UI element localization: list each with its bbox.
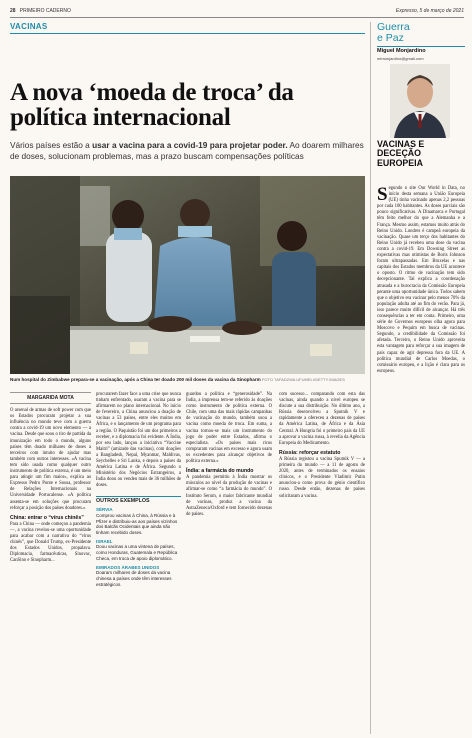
drop-cap: S: [377, 184, 388, 205]
column-text: A pandemia permitiu à Índia mostrar os músculos ao nível da produção de vacinas e afirmar-se como “a farmácia do mundo”. O Instituto Serum, o maior fabricante mundial de vacinas, produz a vacina da AstraZeneca/Oxford e tem fornecido dezenas de países.: [186, 475, 272, 517]
photo-credit: FOTO TAFADZWA UFUMELI/GETTY IMAGES: [261, 377, 345, 382]
column-subtitle: Índia: a farmácia do mundo: [186, 468, 254, 475]
sidebar-rule: [377, 46, 465, 47]
article-column-2: [96, 392, 181, 587]
section-name: PRIMEIRO CADERNO: [19, 8, 71, 14]
article-photo: [10, 176, 365, 374]
sidebar-divider: [370, 22, 371, 734]
byline: MARGARIDA MOTA: [10, 392, 91, 404]
column-subtitle: Rússia: reforçar estatuto: [279, 449, 341, 456]
section-rule: [10, 33, 365, 34]
column-text: A Rússia registou a vacina Sputnik V — a primeira do mundo — a 11 de agosto de 2020, antes de terminados os ensaios clínicos, e o Presidente Vladimir Putin anunciou-a como prova do génio científico russo. Desde então, dezenas de países solicitaram a vacina.: [279, 456, 365, 499]
headline: A nova ‘moeda de troca’ da política internacional: [10, 79, 294, 131]
box-title: OUTROS EXEMPLOS: [96, 496, 181, 505]
box-text: Doaram milhares de doses da vacina chinesa a países onde têm interesses estratégicos.: [96, 570, 172, 587]
article-column-4: [279, 392, 365, 500]
box-text: Comprou vacinas à China, à Rússia e à Pfizer e distribuiu-as aos países vizinhos dos Balcãs Ocidentais que ainda não tinham recebido doses.: [96, 512, 178, 536]
column-text: procurarem fazer face a uma crise que nunca tinham enfrentado, usaram a vacina para se afirmarem no plano internacional. No início de fevereiro, a China anunciou a doação de vacinas a 53 países, entre eles muitos em África, e o lançamento de um programa para a região. O Paquistão foi um dos primeiros a receber, e a diplomacia foi evidente. A Índia, por seu lado, lançou a iniciativa “Vaccine Maitri” (amizade das vacinas), com doações a Bangladesh, Nepal, Myanmar, Maldivas, Seychelles e Sri Lanka, e depois a países da América Latina e de África. Segundo o Ministério dos Negócios Estrangeiros, a Índia doou ou vendeu mais de 36 milhões de doses.: [96, 392, 181, 489]
other-examples-box: [96, 496, 181, 588]
column-text: Para a China — onde começou a pandemia —, a vacina revelou-se uma oportunidade para acabar com a narrativa do “vírus chinês”, que Donald Trump, ex-Presidente dos Estados Unidos, propalava. Diplomacia, farmacêuticas, Sinovac, CanSino e Sinopharm...: [10, 521, 91, 564]
subheadline: [10, 140, 365, 161]
caption-text: Num hospital do Zimbabwe prepara-se a vacinação, após a China ter doado 200 mil doses da vacina da Sinopharm: [10, 377, 261, 382]
header-rule: [10, 17, 464, 18]
column-section-title: [377, 22, 467, 44]
hospital-photo-image: [10, 176, 365, 374]
article-column-3: [186, 392, 272, 518]
box-country: ISRAEL: [96, 538, 113, 544]
portrait-image: [390, 64, 450, 138]
box-country: SÉRVIA: [96, 507, 113, 513]
photo-caption: [10, 377, 365, 382]
column-title: VACINAS E DECEÇÃO EUROPEIA: [377, 139, 425, 168]
box-text: Doou vacinas a uma vintena de países, como Honduras, Guatemala e República Checa, em troca de apoio diplomático.: [96, 544, 178, 561]
issue-date: Expresso, 5 de março de 2021: [395, 8, 464, 14]
subhead-post: Ao doarem milhares de doses, solucionam problemas, mas a prazo buscam compensações políticas: [10, 140, 364, 161]
column-body: [377, 186, 465, 375]
columnist-portrait: [390, 64, 450, 138]
column-body-text: egundo o site Our World in Data, no início desta semana a União Europeia (UE) tinha vacinado apenas 2,2 pessoas por cada 100 habitantes. As doses parciais são pouco significativas. A Dinamarca e Portugal têm feito melhor do que a Alemanha e a França. Mesmo assim, estamos muito atrás do Reino Unido. Londres é campeã europeia da vacinação. Quase um terço dos habitantes do Reino Unido já recebeu uma dose da vacina contra a covid-19. Em Downing Street as expectativas mas otimistas de Boris Johnson foram ultrapassadas. Em Bruxelas e nas capitais dos Estados membros da UE acontece o oposto. O ritmo de vacinação tem sido decepcionante. Tal explica a coordenação atrasada e a burocracia da Comissão Europeia perante uma oportunidade única. Todos sabem que o objetivo era vacinar pelo menos 70% da população adulta até ao fim do verão. Para já, isso parece muito difícil de alcançar. Há três consequências a ter em conta. Primeiro, uma série de Governos europeus olha agora para Moscovo e Pequim em busca de vacinas. Segundo, a credibilidade da Comissão foi afetada. Terceiro, o Reino Unido aproveita esta vantagem para reforçar a sua imagem de país capaz de agir depressa fora da UE. A política mundial de Carlos Moedas, o comissário europeu, e a lição é clara para os europeus.: [377, 186, 465, 374]
page-number: 28: [10, 8, 16, 14]
section-line-2: e Paz: [377, 32, 404, 44]
column-subtitle: China: entrar o “vírus chinês”: [10, 514, 84, 521]
columnist-email: mtmonjardino@gmail.com: [377, 56, 424, 61]
subhead-pre: Vários países estão a: [10, 140, 93, 150]
column-text: guardou a política e “generosidade”. Na Índia, a imprensa tem-se referido às doações como instrumento de política externa. O Chile, com uma das mais rápidas campanhas de vacinação do mundo, também usou a vacina como moeda de troca. Em suma, a vacina tornou-se mais um instrumento do jogo de poder entre Estados, afirma o especialista. «Os países mais ricos compraram vacinas em excesso e agora usam os excedentes para alcançar objetivos de política externa.»: [186, 392, 272, 465]
columnist-name: Miguel Monjardino: [377, 48, 426, 54]
article-column-1: [10, 392, 91, 564]
section-label: VACINAS: [10, 22, 48, 31]
subhead-bold: usar a vacina para a covid-19 para projetar poder.: [92, 140, 288, 150]
column-text: com sucesso... comparando com esta das vacinas, ainda quando a nível europeu se discute a sua distribuição. No último ano, a Rússia desenvolveu a Sputnik V e rapidamente a ofereceu a dezenas de países da América Latina, de África e da Ásia Central. A Hungria foi o primeiro país da UE a aprovar a vacina russa, à revelia da Agência Europeia do Medicamento.: [279, 392, 365, 446]
section-line-1: Guerra: [377, 21, 410, 33]
box-country: EMIRADOS ÁRABES UNIDOS: [96, 564, 160, 570]
column-text: O arsenal de armas de soft power com que os Estados procuram projetar a sua influência no mundo teve com a guerra contra a covid-19 um novo elemento — a vacina. Desde que soou o tiro de partida da imunização em todo o mundo, alguns países têm doado milhares de doses a terceiros com intuito de ajudar mas também com outros interesses. «A vacina tem sido usada como qualquer outro instrumento de política externa, é um meio para atingir um fim maior», explica ao Expresso Pedro Ponte e Sousa, professor de Relações Internacionais na Universidade Portucalense. «A política assenta-se em soluções que procuram reforçar a posição dos países doadores.»: [10, 408, 91, 511]
